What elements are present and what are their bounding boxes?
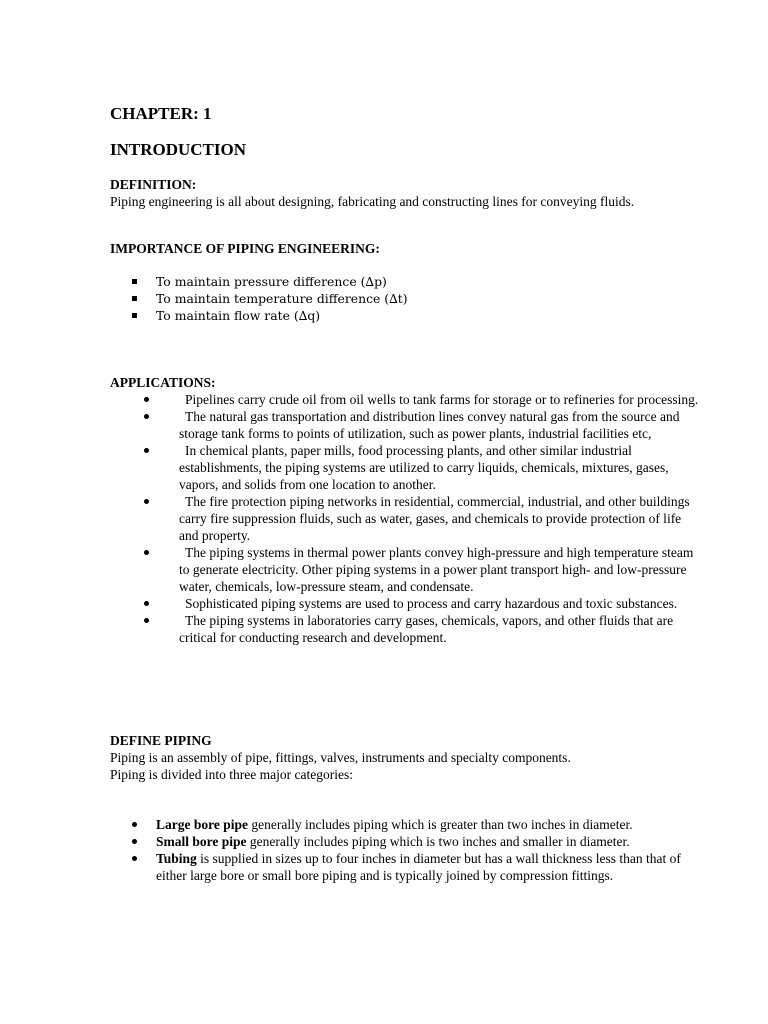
bullet-icon	[132, 822, 137, 827]
definition-heading: DEFINITION:	[110, 177, 197, 192]
application-item: The fire protection piping networks in residential, commercial, industrial, and other buildings carry fire suppression fluids, such as water, gases, and chemicals to provide protection of life and property.	[179, 494, 690, 543]
list-item	[144, 595, 704, 612]
importance-item: To maintain pressure difference (∆p)	[156, 274, 387, 289]
application-item: The piping systems in thermal power plants convey high-pressure and high temperature steam to generate electricity. Other piping systems in a power plant transport high- and low-pressure water, chemicals, low-pressure steam, and condensate.	[179, 545, 694, 594]
page-title: INTRODUCTION	[110, 140, 247, 159]
category-text: generally includes piping which is two inches and smaller in diameter.	[246, 834, 630, 849]
importance-item: To maintain temperature difference (∆t)	[156, 291, 408, 306]
list-item	[132, 816, 702, 833]
square-bullet-icon	[132, 296, 137, 301]
importance-heading: IMPORTANCE OF PIPING ENGINEERING:	[110, 241, 380, 256]
importance-item: To maintain flow rate (∆q)	[156, 308, 321, 323]
definition-text: Piping engineering is all about designing, fabricating and constructing lines for conveying fluids.	[110, 194, 635, 209]
application-item: The piping systems in laboratories carry gases, chemicals, vapors, and other fluids that are critical for conducting research and development.	[179, 613, 674, 645]
application-item: Sophisticated piping systems are used to process and carry hazardous and toxic substances.	[185, 596, 678, 611]
define-piping-line1: Piping is an assembly of pipe, fittings, valves, instruments and specialty components.	[110, 750, 571, 765]
categories-list	[132, 816, 702, 884]
list-item	[132, 290, 692, 307]
list-item	[144, 544, 704, 595]
list-item	[144, 493, 704, 544]
category-text: generally includes piping which is greater than two inches in diameter.	[248, 817, 633, 832]
application-item: The natural gas transportation and distribution lines convey natural gas from the source and storage tank forms to points of utilization, such as power plants, industrial facilities etc,	[179, 409, 680, 441]
list-item	[132, 307, 692, 324]
square-bullet-icon	[132, 313, 137, 318]
application-item: Pipelines carry crude oil from oil wells to tank farms for storage or to refineries for processing.	[185, 392, 699, 407]
bullet-icon	[144, 448, 149, 453]
applications-heading: APPLICATIONS:	[110, 375, 216, 390]
list-item	[144, 391, 704, 408]
category-term: Small bore pipe	[156, 834, 247, 849]
importance-list	[132, 273, 692, 324]
category-term: Large bore pipe	[156, 817, 248, 832]
define-piping-line2: Piping is divided into three major categories:	[110, 767, 353, 782]
list-item	[132, 850, 702, 884]
application-item: In chemical plants, paper mills, food processing plants, and other similar industrial establishments, the piping systems are utilized to carry liquids, chemicals, mixtures, gases, vapors, and solids from one location to another.	[179, 443, 669, 492]
define-piping-heading: DEFINE PIPING	[110, 733, 212, 748]
category-term: Tubing	[156, 851, 197, 866]
list-item	[132, 273, 692, 290]
chapter-heading: CHAPTER: 1	[110, 104, 212, 123]
square-bullet-icon	[132, 279, 137, 284]
list-item	[144, 408, 704, 442]
bullet-icon	[144, 601, 149, 606]
bullet-icon	[132, 856, 137, 861]
applications-list	[144, 391, 704, 646]
list-item	[144, 612, 704, 646]
bullet-icon	[144, 550, 149, 555]
definition-section	[110, 176, 700, 210]
list-item	[132, 833, 702, 850]
bullet-icon	[144, 414, 149, 419]
define-piping-section	[110, 732, 710, 783]
bullet-icon	[144, 499, 149, 504]
list-item	[144, 442, 704, 493]
category-text: is supplied in sizes up to four inches in diameter but has a wall thickness less than that of either large bore or small bore piping and is typically joined by compression fittings.	[156, 851, 681, 883]
bullet-icon	[144, 618, 149, 623]
bullet-icon	[144, 397, 149, 402]
bullet-icon	[132, 839, 137, 844]
